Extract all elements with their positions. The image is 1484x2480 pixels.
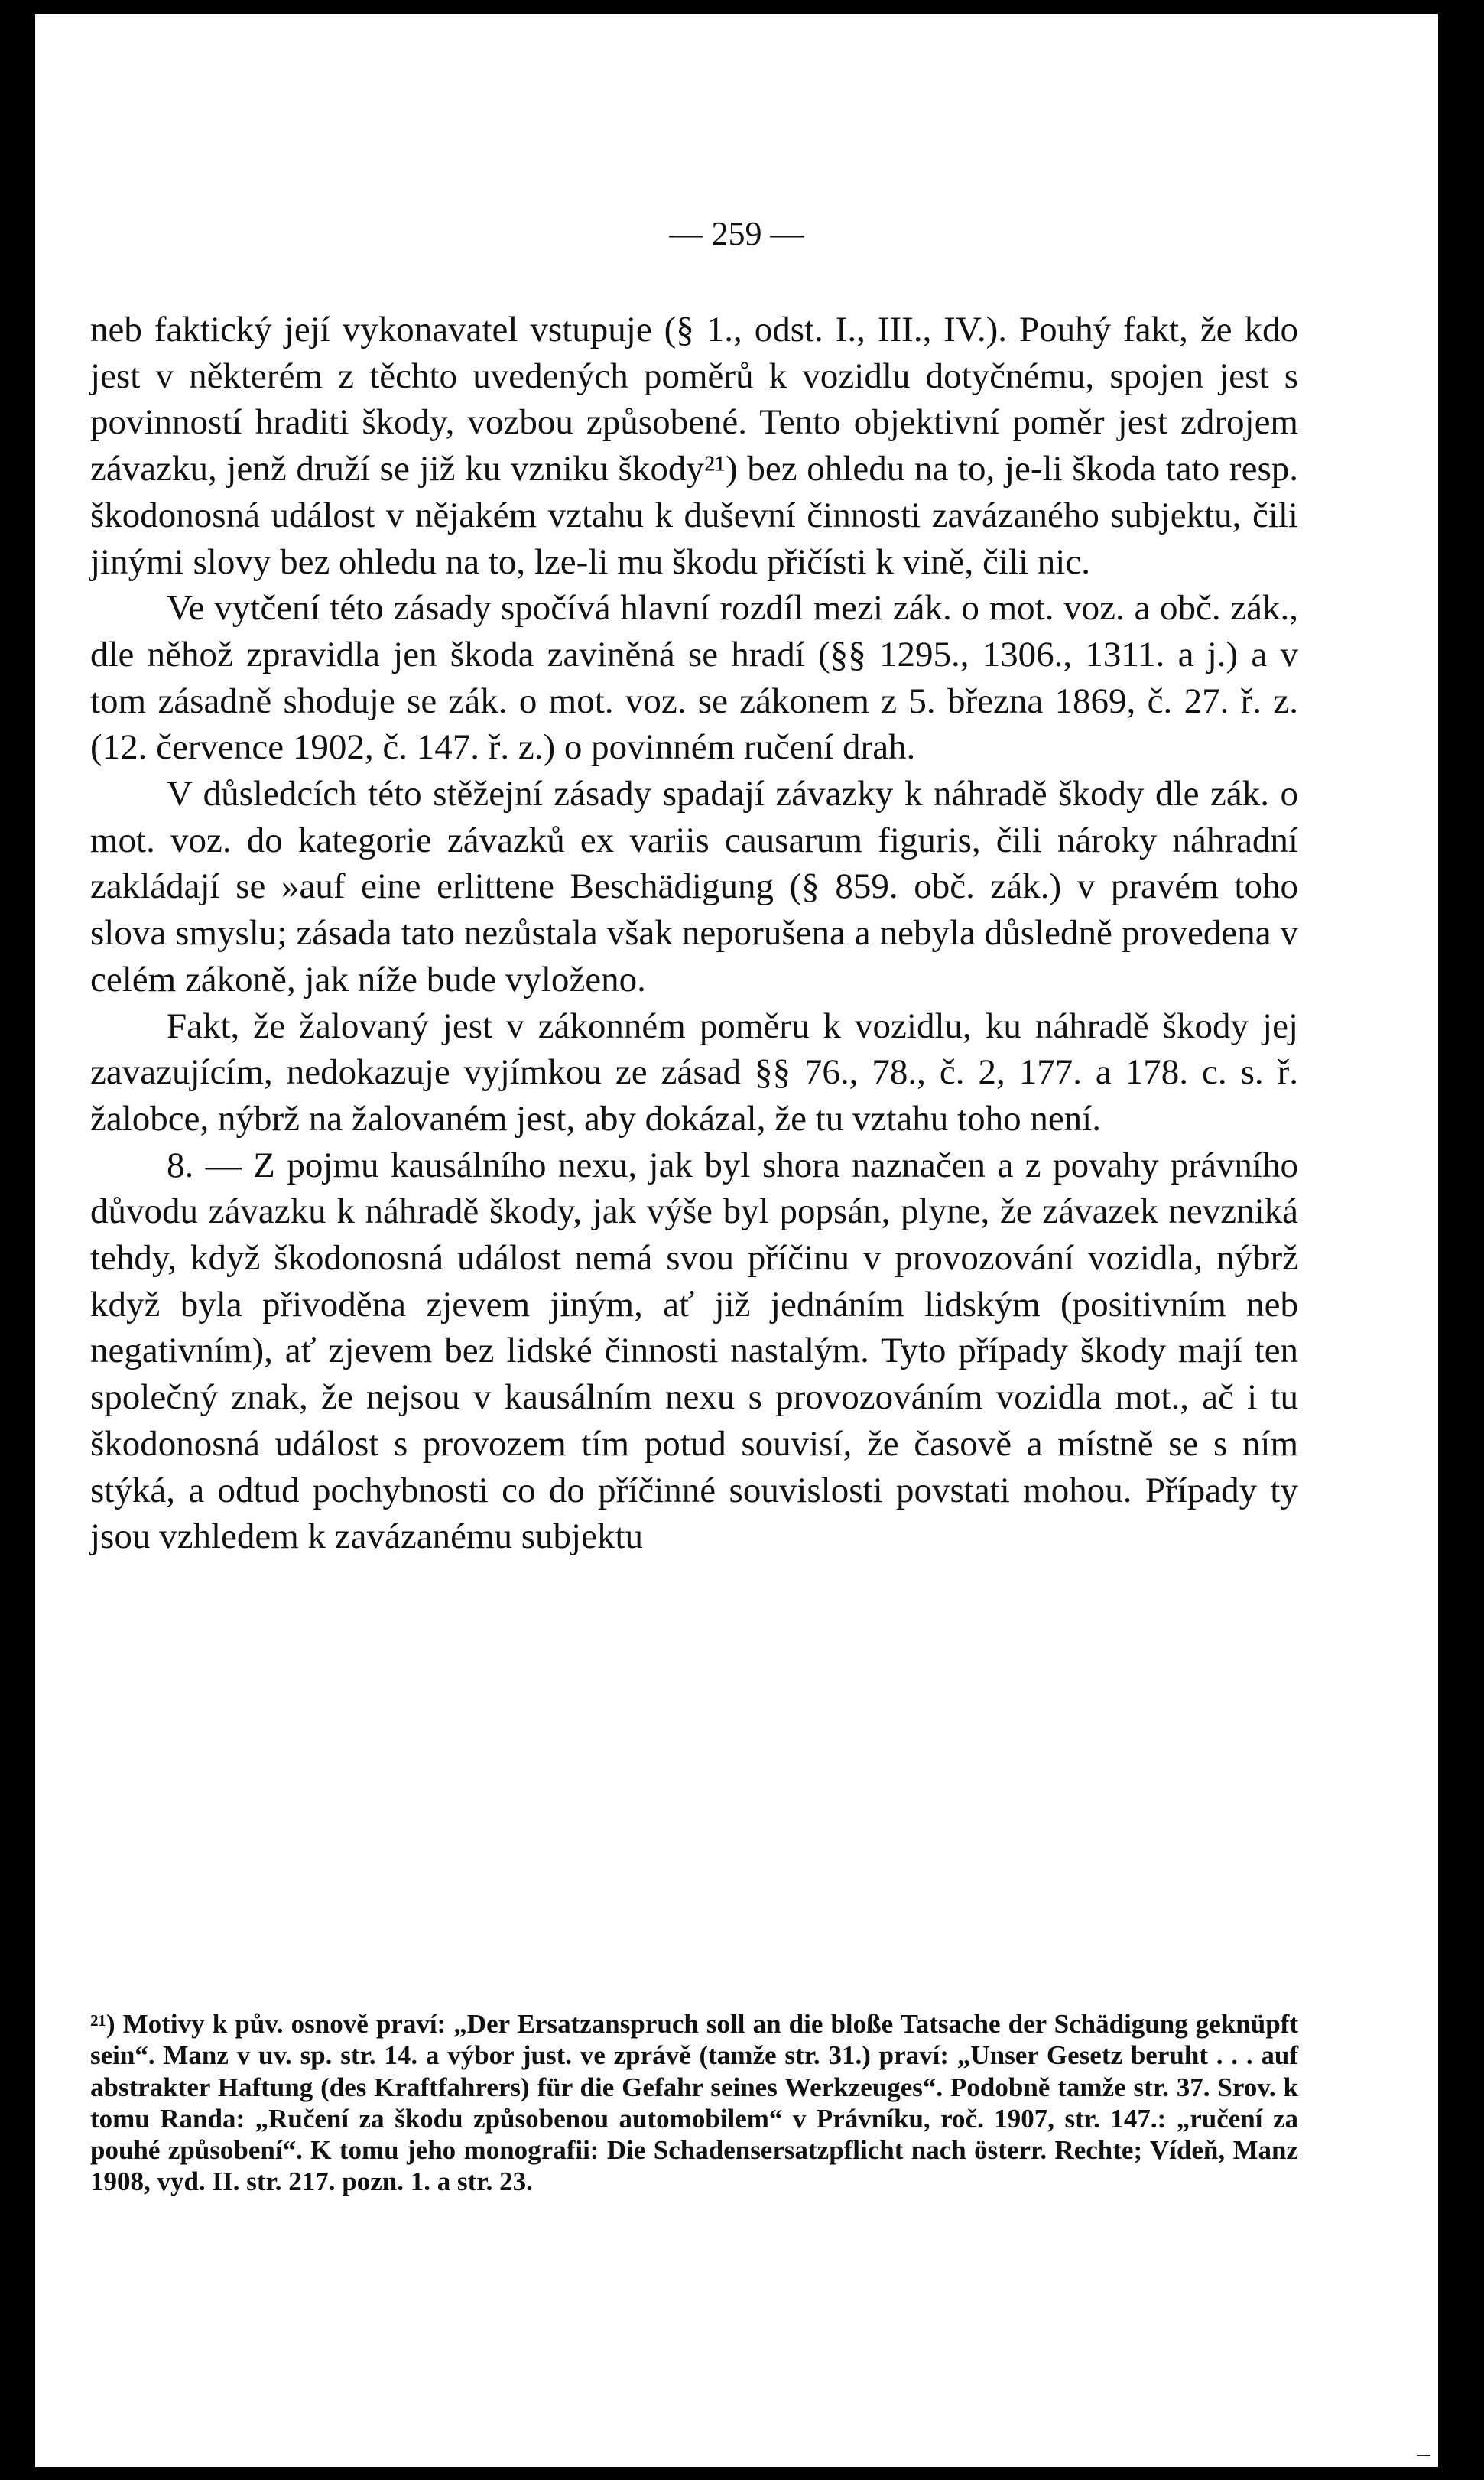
page-number: — 259 — <box>669 215 804 252</box>
book-page <box>35 14 1438 2467</box>
paragraph-4: Fakt, že žalovaný jest v zákonném poměru k vozidlu, ku náhradě škody jej zavazujícím, nedokazuje vyjímkou ze zásad §§ 76., 78., č. 2, 177. a 178. c. s. ř. žalobce, nýbrž na žalovaném jest, aby dokázal, že tu vztahu toho není. <box>90 1006 1298 1139</box>
paragraph-3: V důsledcích této stěžejní zásady spadají závazky k náhradě škody dle zák. o mot. voz. do kategorie závazků ex variis causarum figuris, čili nároky náhradní zakládají se »auf eine erlittene Beschädigung (§ 859. obč. zák.) v pravém toho slova smyslu; zásada tato nezůstala však neporušena a nebyla důsledně provedena v celém zákoně, jak níže bude vyloženo. <box>90 774 1298 999</box>
edge-mark <box>1417 2455 1430 2456</box>
footnote-21: ²¹) Motivy k pův. osnově praví: „Der Ersatzanspruch soll an die bloße Tatsache der Schädigung geknüpft sein“. Manz v uv. sp. str. 14. a výbor just. ve zprávě (tamže str. 31.) praví: „Unser Gesetz beruht . . . auf abstrakter Haftung (des Kraftfahrers) für die Gefahr seines Werkzeuges“. Podobně tamže str. 37. Srov. k tomu Randa: „Ručení za škodu způsobenou automobilem“ v Právníku, roč. 1907, str. 147.: „ručení za pouhé způsobení“. K tomu jeho monografii: Die Schadensersatzpflicht nach österr. Rechte; Vídeň, Manz 1908, vyd. II. str. 217. pozn. 1. a str. 23. <box>90 2009 1298 2197</box>
body-text <box>90 307 1298 1560</box>
paragraph-5: 8. — Z pojmu kausálního nexu, jak byl shora naznačen a z povahy právního důvodu závazku k náhradě škody, jak výše byl popsán, plyne, že závazek nevzniká tehdy, když škodonosná událost nemá svou příčinu v provozování vozidla, nýbrž když byla přivoděna zjevem jiným, ať již jednáním lidským (positivním neb negativním), ať zjevem bez lidské činnosti nastalým. Tyto případy škody mají ten společný znak, že nejsou v kausálním nexu s provozováním vozidla mot., ač i tu škodonosná událost s provozem tím potud souvisí, že časově a místně se s ním stýká, a odtud pochybnosti co do příčinné souvislosti povstati mohou. Případy ty jsou vzhledem k zavázanému subjektu <box>90 1145 1298 1557</box>
paragraph-2: Ve vytčení této zásady spočívá hlavní rozdíl mezi zák. o mot. voz. a obč. zák., dle něhož zpravidla jen škoda zaviněná se hradí (§§ 1295., 1306., 1311. a j.) a v tom zásadně shoduje se zák. o mot. voz. se zákonem z 5. března 1869, č. 27. ř. z. (12. července 1902, č. 147. ř. z.) o povinném ručení drah. <box>90 588 1298 768</box>
footnotes <box>90 2008 1298 2198</box>
paragraph-1: neb faktický její vykonavatel vstupuje (§ 1., odst. I., III., IV.). Pouhý fakt, že kdo jest v některém z těchto uvedených poměrů k vozidlu dotyčnému, spojen jest s povinností hraditi škody, vozbou způsobené. Tento objektivní poměr jest zdrojem závazku, jenž druží se již ku vzniku škody²¹) bez ohledu na to, je-li škoda tato resp. škodonosná událost v nějakém vztahu k duševní činnosti zavázaného subjektu, čili jinými slovy bez ohledu na to, lze-li mu škodu přičísti k vině, čili nic. <box>90 310 1298 582</box>
